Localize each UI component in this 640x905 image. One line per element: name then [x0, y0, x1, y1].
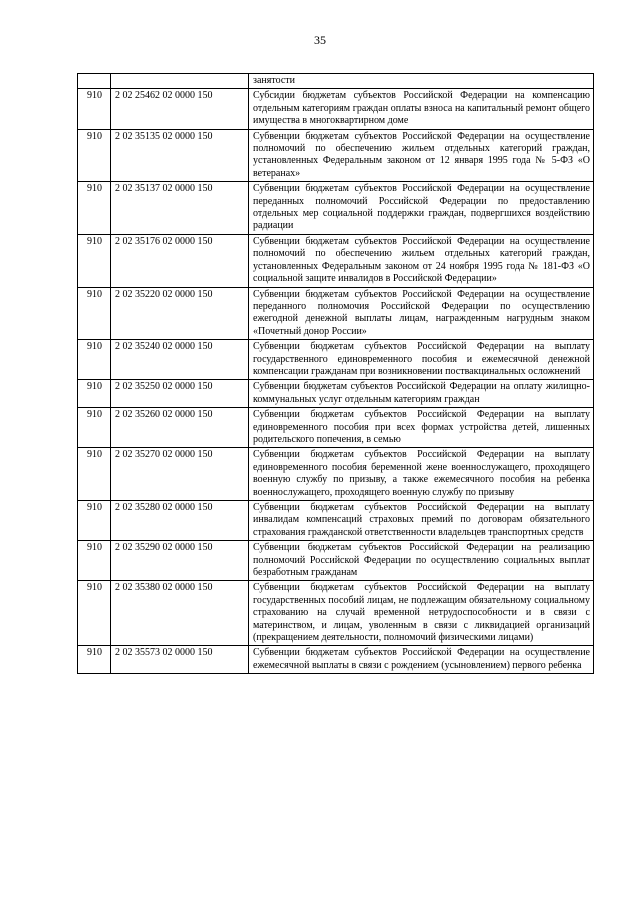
- revenue-name-cell: Субсидии бюджетам субъектов Российской Федерации на компенсацию отдельным категориям граждан оплаты взноса на капитальный ремонт общего имущества в многоквартирном доме: [249, 89, 594, 129]
- admin-code-cell: 910: [78, 646, 111, 674]
- table-row: [78, 408, 594, 448]
- admin-code-cell: 910: [78, 234, 111, 287]
- admin-code-cell: 910: [78, 287, 111, 340]
- admin-code-cell: 910: [78, 541, 111, 581]
- table-row: [78, 89, 594, 129]
- revenue-name-cell: Субвенции бюджетам субъектов Российской Федерации на выплату государственного единовременного пособия и ежемесячной денежной компенсации гражданам при возникновении поствакцинальных осложнений: [249, 340, 594, 380]
- admin-code-cell: 910: [78, 340, 111, 380]
- revenue-name-cell: Субвенции бюджетам субъектов Российской Федерации на осуществление переданных полномочий Российской Федерации по предоставлению отдельных мер социальной поддержки граждан, подвергшихся воздействию радиации: [249, 182, 594, 235]
- table-row: [78, 448, 594, 501]
- table-row: [78, 182, 594, 235]
- table-row: [78, 234, 594, 287]
- budget-code-cell: 2 02 35270 02 0000 150: [111, 448, 249, 501]
- budget-code-cell: [111, 74, 249, 89]
- revenue-name-cell: Субвенции бюджетам субъектов Российской Федерации на реализацию полномочий Российской Федерации по осуществлению социальных выплат безработным гражданам: [249, 541, 594, 581]
- admin-code-cell: [78, 74, 111, 89]
- table-row: [78, 646, 594, 674]
- revenue-name-cell: занятости: [249, 74, 594, 89]
- budget-code-cell: 2 02 25462 02 0000 150: [111, 89, 249, 129]
- table-row: [78, 581, 594, 646]
- budget-code-cell: 2 02 35220 02 0000 150: [111, 287, 249, 340]
- admin-code-cell: 910: [78, 448, 111, 501]
- revenue-name-cell: Субвенции бюджетам субъектов Российской Федерации на осуществление переданного полномочия Российской Федерации по осуществлению ежегодной денежной выплаты лицам, награжденным нагрудным знаком «Почетный донор России»: [249, 287, 594, 340]
- budget-code-cell: 2 02 35280 02 0000 150: [111, 501, 249, 541]
- table-row: [78, 380, 594, 408]
- admin-code-cell: 910: [78, 129, 111, 182]
- revenue-name-cell: Субвенции бюджетам субъектов Российской Федерации на осуществление ежемесячной выплаты в связи с рождением (усыновлением) первого ребенка: [249, 646, 594, 674]
- table-row: [78, 340, 594, 380]
- revenue-name-cell: Субвенции бюджетам субъектов Российской Федерации на осуществление полномочий по обеспечению жильем отдельных категорий граждан, установленных Федеральным законом от 12 января 1995 года № 5-ФЗ «О ветеранах»: [249, 129, 594, 182]
- revenue-name-cell: Субвенции бюджетам субъектов Российской Федерации на выплату государственных пособий лицам, не подлежащим обязательному социальному страхованию на случай временной нетрудоспособности и в связи с материнством, и лицам, уволенным в связи с ликвидацией организаций (прекращением деятельности, полномочий физическими лицами): [249, 581, 594, 646]
- budget-code-cell: 2 02 35290 02 0000 150: [111, 541, 249, 581]
- admin-code-cell: 910: [78, 380, 111, 408]
- budget-code-cell: 2 02 35250 02 0000 150: [111, 380, 249, 408]
- budget-code-cell: 2 02 35176 02 0000 150: [111, 234, 249, 287]
- admin-code-cell: 910: [78, 501, 111, 541]
- table-row: [78, 287, 594, 340]
- admin-code-cell: 910: [78, 581, 111, 646]
- revenue-name-cell: Субвенции бюджетам субъектов Российской Федерации на выплату единовременного пособия при всех формах устройства детей, лишенных родительского попечения, в семью: [249, 408, 594, 448]
- budget-revenue-table: [77, 73, 594, 674]
- budget-code-cell: 2 02 35573 02 0000 150: [111, 646, 249, 674]
- budget-code-cell: 2 02 35240 02 0000 150: [111, 340, 249, 380]
- budget-code-cell: 2 02 35380 02 0000 150: [111, 581, 249, 646]
- admin-code-cell: 910: [78, 89, 111, 129]
- budget-code-cell: 2 02 35135 02 0000 150: [111, 129, 249, 182]
- revenue-name-cell: Субвенции бюджетам субъектов Российской Федерации на осуществление полномочий по обеспечению жильем отдельных категорий граждан, установленных Федеральным законом от 24 ноября 1995 года № 181-ФЗ «О социальной защите инвалидов в Российской Федерации»: [249, 234, 594, 287]
- table-row: [78, 74, 594, 89]
- admin-code-cell: 910: [78, 182, 111, 235]
- admin-code-cell: 910: [78, 408, 111, 448]
- revenue-name-cell: Субвенции бюджетам субъектов Российской Федерации на выплату единовременного пособия беременной жене военнослужащего, проходящего военную службу по призыву, а также ежемесячного пособия на ребенка военнослужащего, проходящего военную службу по призыву: [249, 448, 594, 501]
- revenue-name-cell: Субвенции бюджетам субъектов Российской Федерации на выплату инвалидам компенсаций страховых премий по договорам обязательного страхования гражданской ответственности владельцев транспортных средств: [249, 501, 594, 541]
- table-row: [78, 541, 594, 581]
- budget-code-cell: 2 02 35260 02 0000 150: [111, 408, 249, 448]
- page-number: 35: [314, 33, 326, 47]
- table-row: [78, 129, 594, 182]
- budget-code-cell: 2 02 35137 02 0000 150: [111, 182, 249, 235]
- revenue-name-cell: Субвенции бюджетам субъектов Российской Федерации на оплату жилищно-коммунальных услуг отдельным категориям граждан: [249, 380, 594, 408]
- table-row: [78, 501, 594, 541]
